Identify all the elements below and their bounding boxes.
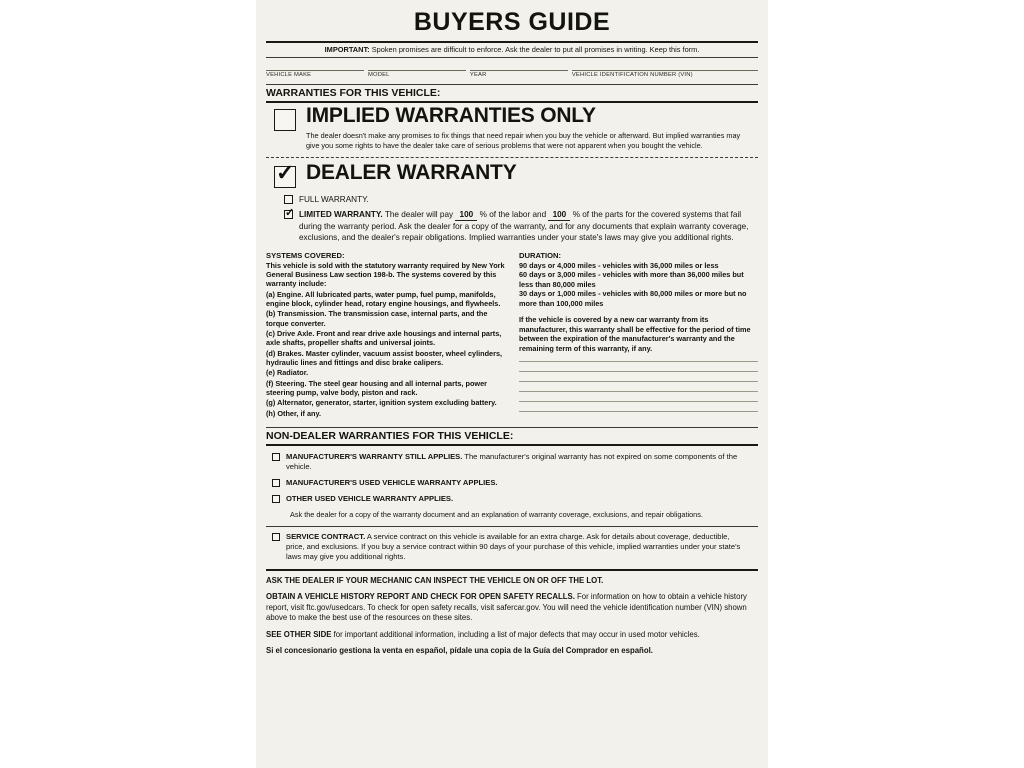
systems-covered-item: (a) Engine. All lubricated parts, water pump, fuel pump, manifolds, engine block, cylinder head, rotary engine housings, and flywheels. — [266, 289, 501, 309]
vehicle-year-label: YEAR — [469, 72, 487, 79]
see-other-side-text — [266, 630, 754, 641]
non-dealer-item-text: The manufacturer's original warranty has not expired on some components of the vehicle. — [286, 452, 738, 471]
service-contract-row — [266, 532, 758, 562]
important-label: IMPORTANT: — [324, 45, 370, 54]
manufacturer-warranty-still-applies-checkbox[interactable] — [272, 453, 280, 461]
right-margin — [768, 0, 1024, 768]
buyers-guide-sheet — [256, 0, 768, 768]
service-contract-text: A service contract on this vehicle is available for an extra charge. Ask for details about coverage, deductible, price, and exclusions. If you buy a service contract within 90 days of your purchase of this vehicle, implied warranties under your state's laws may give you additional rights. — [286, 532, 741, 561]
vehicle-make-rule — [266, 70, 364, 71]
limited-warranty-label: LIMITED WARRANTY. — [299, 209, 383, 219]
vehicle-vin-rule — [572, 70, 758, 71]
limited-warranty-text-1: The dealer will pay — [384, 209, 454, 219]
systems-covered-item: (g) Alternator, generator, starter, ignition system excluding battery. — [266, 398, 497, 408]
see-other-side-rest: for important additional information, including a list of major defects that may occur in used motor vehicles. — [333, 629, 700, 639]
duration-title: DURATION: — [519, 250, 562, 260]
duration-spacer — [519, 308, 758, 315]
obtain-report-bold: OBTAIN A VEHICLE HISTORY REPORT AND CHECK FOR OPEN SAFETY RECALLS. — [266, 592, 575, 602]
systems-covered-item: (c) Drive Axle. Front and rear drive axle housings and internal parts, axle shafts, propeller shafts and universal joints. — [266, 329, 502, 348]
footer-block — [266, 576, 758, 657]
vehicle-model-field[interactable] — [368, 60, 466, 82]
left-margin — [0, 0, 256, 768]
implied-warranties-body: The dealer doesn't make any promises to fix things that need repair when you buy the vehicle or afterward. But implied warranties may give you some rights to have the dealer take care of serious problems that were not apparent when you bought the vehicle. — [306, 131, 741, 150]
vehicle-model-rule — [368, 70, 466, 71]
vehicle-make-label: VEHICLE MAKE — [266, 72, 312, 79]
write-in-line — [519, 371, 758, 381]
non-dealer-item — [266, 452, 758, 472]
duration-column — [519, 251, 758, 421]
implied-warranties-block — [266, 105, 758, 150]
vehicle-year-rule — [470, 70, 568, 71]
divider-below-non-dealer — [266, 444, 758, 446]
divider-above-service-contract — [266, 526, 758, 527]
divider-under-important — [266, 57, 758, 58]
limited-warranty-text-2: % of the labor and — [479, 209, 547, 219]
divider-below-warranties — [266, 101, 758, 103]
divider-dashed — [266, 157, 758, 158]
parts-percent-value[interactable]: 100 — [548, 209, 570, 221]
systems-covered-item: (f) Steering. The steel gear housing and all internal parts, power steering pump, valve body, piston and rack. — [266, 378, 487, 398]
vehicle-year-field[interactable] — [470, 60, 568, 82]
non-dealer-item — [266, 478, 758, 488]
non-dealer-item-label: MANUFACTURER'S USED VEHICLE WARRANTY APPLIES. — [286, 477, 498, 487]
service-contract-checkbox[interactable] — [272, 533, 280, 541]
non-dealer-item-label: MANUFACTURER'S WARRANTY STILL APPLIES. — [286, 452, 463, 462]
full-warranty-row — [266, 194, 758, 205]
write-in-line — [519, 411, 758, 421]
duration-line: 90 days or 4,000 miles - vehicles with 36,000 miles or less — [519, 260, 719, 270]
other-used-vehicle-warranty-checkbox[interactable] — [272, 495, 280, 503]
systems-covered-column — [266, 251, 505, 421]
checkmark-icon: ✓ — [276, 159, 295, 185]
systems-covered-item: (e) Radiator. — [266, 368, 309, 378]
service-contract-label: SERVICE CONTRACT. — [286, 532, 366, 542]
divider-above-footer — [266, 569, 758, 571]
coverage-columns — [266, 251, 758, 421]
checkmark-icon: ✓ — [285, 206, 295, 219]
important-notice — [266, 45, 758, 54]
non-dealer-item-label: OTHER USED VEHICLE WARRANTY APPLIES. — [286, 493, 454, 503]
duration-line: 60 days or 3,000 miles - vehicles with more than 36,000 miles but less than 80,000 miles — [519, 270, 744, 289]
vehicle-vin-field[interactable] — [572, 60, 758, 82]
write-in-line — [519, 391, 758, 401]
ask-dealer-bold: ASK THE DEALER IF YOUR MECHANIC CAN INSPECT THE VEHICLE ON OR OFF THE LOT. — [266, 575, 604, 585]
implied-warranties-heading: IMPLIED WARRANTIES ONLY — [306, 104, 596, 128]
non-dealer-note: Ask the dealer for a copy of the warranty document and an explanation of warranty coverage, exclusions, and repair obligations. — [290, 509, 703, 519]
write-in-line — [519, 361, 758, 371]
write-in-line — [519, 401, 758, 411]
systems-covered-item: (b) Transmission. The transmission case, internal parts, and the torque converter. — [266, 309, 488, 328]
dealer-warranty-heading: DEALER WARRANTY — [306, 160, 517, 184]
limited-warranty-row — [266, 206, 758, 243]
full-warranty-label: FULL WARRANTY. — [299, 194, 369, 204]
implied-warranties-checkbox[interactable] — [274, 109, 296, 131]
duration-write-in-lines[interactable] — [519, 361, 758, 421]
page-title: BUYERS GUIDE — [413, 8, 611, 36]
spanish-notice-text: Si el concesionario gestiona la venta en español, pídale una copia de la Guía del Comprador en español. — [266, 646, 653, 656]
non-dealer-item — [266, 494, 758, 504]
vehicle-model-label: MODEL — [367, 72, 390, 79]
dealer-warranty-block — [266, 159, 758, 188]
ask-dealer-text — [266, 576, 754, 587]
divider-above-non-dealer — [266, 427, 758, 428]
vehicle-make-field[interactable] — [266, 60, 364, 82]
write-in-line — [519, 381, 758, 391]
systems-covered-item: (h) Other, if any. — [266, 408, 322, 418]
vehicle-vin-label: VEHICLE IDENTIFICATION NUMBER (VIN) — [571, 72, 693, 79]
obtain-report-rest: For information on how to obtain a vehicle history report, visit ftc.gov/usedcars. To check for open safety recalls, visit safercar.gov. You will need the vehicle identification number (VIN) shown above to make the best use of the resources on these sites. — [266, 592, 747, 623]
divider-top — [266, 41, 758, 43]
duration-note: If the vehicle is covered by a new car warranty from its manufacturer, this warranty shall be effective for the period of time between the expiration of the manufacturer's warranty and the remaining term of this warranty, if any. — [519, 315, 751, 353]
see-other-side-bold: SEE OTHER SIDE — [266, 629, 332, 639]
dealer-warranty-checkbox[interactable] — [274, 159, 296, 188]
duration-line: 30 days or 1,000 miles - vehicles with 80,000 miles or more but no more than 100,000 miles — [519, 289, 747, 308]
important-text: Spoken promises are difficult to enforce. Ask the dealer to put all promises in writing. Keep this form. — [371, 45, 700, 54]
spanish-notice — [266, 646, 754, 657]
non-dealer-heading: NON-DEALER WARRANTIES FOR THIS VEHICLE: — [266, 430, 514, 443]
vehicle-info-row — [266, 60, 758, 82]
warranties-heading: WARRANTIES FOR THIS VEHICLE: — [266, 87, 441, 100]
systems-covered-title: SYSTEMS COVERED: — [266, 250, 345, 260]
limited-warranty-text-3: % of the parts for the covered systems that fail during the warranty period. Ask the dealer for a copy of the warranty, and for any documents that explain warranty coverage, exclusions, and the dealer's repair obligations. Implied warranties under your state's laws may give you additional rights. — [299, 209, 749, 242]
limited-warranty-checkbox[interactable] — [284, 206, 295, 219]
divider-above-warranties — [266, 84, 758, 85]
obtain-report-text — [266, 592, 754, 624]
systems-covered-item: (d) Brakes. Master cylinder, vacuum assist booster, wheel cylinders, hydraulic lines and fittings and disc brake calipers. — [266, 348, 503, 368]
non-dealer-items — [266, 452, 758, 519]
manufacturer-used-vehicle-warranty-checkbox[interactable] — [272, 479, 280, 487]
full-warranty-checkbox[interactable] — [284, 195, 293, 204]
labor-percent-value[interactable]: 100 — [455, 209, 477, 221]
systems-covered-intro: This vehicle is sold with the statutory warranty required by New York General Business Law section 198-b. The systems covered by this warranty include: — [266, 260, 505, 289]
